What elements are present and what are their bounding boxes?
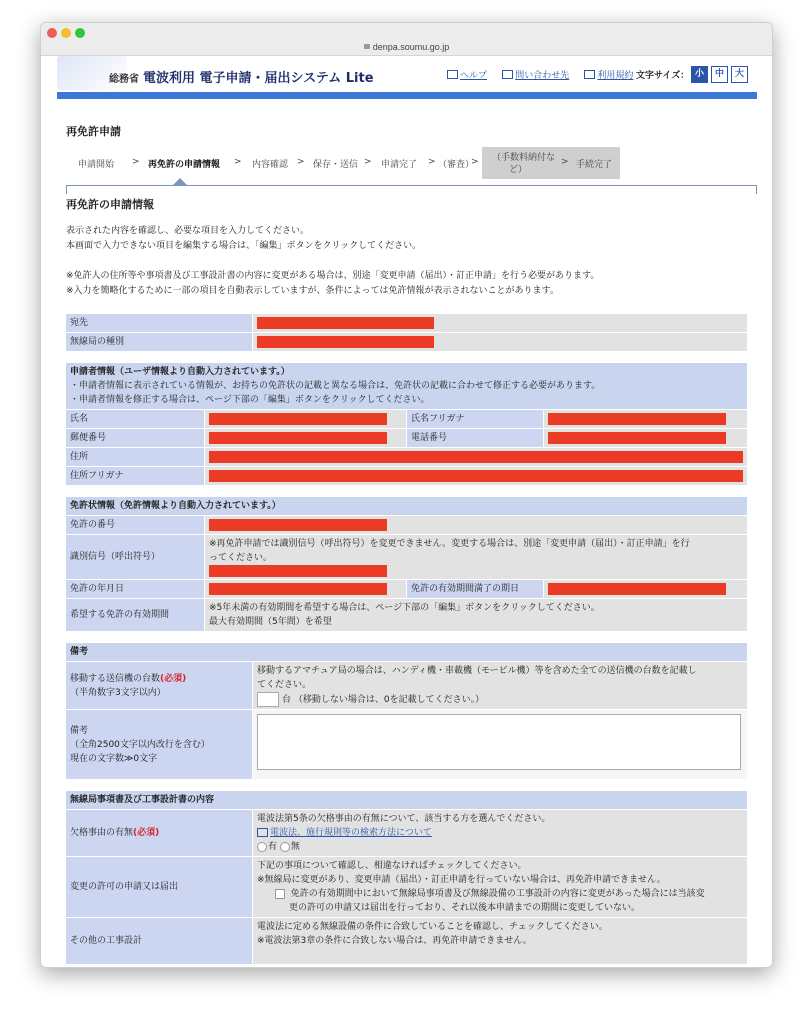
radio-yes-label: 有 — [268, 842, 278, 852]
step-confirm: 内容確認 — [252, 160, 289, 170]
change-confirm-text-cont: 更の許可の申請又は届出を行っており、それ以後本申請までの期間に変更していない。 — [289, 903, 641, 913]
expiry-value — [544, 580, 747, 598]
search-method-link[interactable] — [257, 828, 432, 838]
minimize-window-button[interactable] — [61, 28, 71, 38]
radio-yes[interactable] — [257, 842, 267, 852]
terms-link-label: 利用規約 — [597, 71, 634, 81]
license-table — [65, 496, 748, 632]
page-content — [57, 56, 757, 965]
url-text: denpa.soumu.go.jp — [372, 42, 450, 52]
table-row — [66, 516, 747, 534]
remarks-label-text: 備考 — [70, 725, 89, 736]
tx-count-label-text: 移動する送信機の台数 — [70, 673, 161, 684]
license-heading: 免許状情報（免許情報より自動入力されています。） — [66, 497, 747, 515]
step-current: 再免許の申請情報 — [148, 160, 221, 170]
current-step-marker — [173, 178, 187, 185]
redacted-value — [548, 413, 726, 425]
header-links — [447, 68, 645, 81]
intro-line: ※入力を簡略化するために一部の項目を自動表示していますが、条件によっては免許情報が表示されないことがあります。 — [66, 286, 559, 296]
redacted-value — [548, 583, 726, 595]
redacted-value — [209, 565, 387, 577]
step-separator: > — [364, 157, 372, 167]
table-row — [66, 918, 747, 964]
browser-window — [40, 22, 773, 968]
period-label: 希望する免許の有効期間 — [66, 599, 204, 631]
name-kana-value — [544, 410, 747, 428]
redacted-value — [209, 470, 743, 482]
remarks-count: 現在の文字数≫0文字 — [70, 753, 158, 764]
callsign-note-cont: ってください。 — [209, 553, 273, 563]
address-value — [205, 448, 747, 466]
disqualification-label — [66, 810, 252, 856]
design-heading: 無線局事項書及び工事設計書の内容 — [66, 791, 747, 809]
remarks-textarea[interactable] — [257, 714, 741, 770]
window-icon — [447, 70, 458, 79]
remarks-heading: 備考 — [66, 643, 747, 661]
design-table — [65, 790, 748, 965]
tx-count-sub: （半角数字3文字以内） — [70, 687, 166, 698]
redacted-value — [209, 413, 387, 425]
step-separator: > — [561, 157, 569, 167]
table-row — [66, 599, 747, 631]
destination-value — [253, 314, 747, 332]
step-fee: （手数料納付な — [492, 153, 556, 163]
required-badge: (必須) — [133, 828, 160, 838]
step-separator: > — [132, 157, 140, 167]
tx-count-input[interactable] — [257, 692, 279, 707]
period-text: 最大有効期間（5年間）を希望 — [209, 617, 332, 627]
remarks-cell — [253, 710, 747, 779]
table-row — [66, 448, 747, 466]
step-indicator-line — [66, 185, 757, 194]
license-number-label: 免許の番号 — [66, 516, 204, 534]
expiry-label: 免許の有効期間満了の期日 — [407, 580, 543, 598]
progress-steps — [66, 147, 757, 179]
disqualification-cell — [253, 810, 747, 856]
table-row — [66, 857, 747, 917]
other-design-warning: ※電波法第3章の条件に合致しない場合は、再免許申請できません。 — [257, 936, 532, 946]
step-finish: 手続完了 — [576, 160, 613, 170]
table-row — [66, 810, 747, 856]
step-fee-cont: ど） — [509, 165, 528, 175]
license-number-value — [205, 516, 747, 534]
table-row — [66, 535, 747, 579]
redacted-value — [209, 519, 387, 531]
intro-line: 本画面で入力できない項目を編集する場合は、「編集」ボタンをクリックしてください。 — [66, 241, 422, 251]
redacted-value — [257, 317, 434, 329]
close-window-button[interactable] — [47, 28, 57, 38]
name-value — [205, 410, 406, 428]
radio-no-label: 無 — [290, 842, 300, 852]
redacted-value — [209, 451, 743, 463]
table-row — [66, 580, 747, 598]
window-icon — [584, 70, 595, 79]
tx-count-label — [66, 662, 252, 709]
redacted-value — [209, 583, 387, 595]
period-note: ※5年未満の有効期間を希望する場合は、ページ下部の「編集」ボタンをクリックしてください。 — [209, 603, 600, 613]
font-size-label: 文字サイズ： — [636, 71, 690, 81]
table-row — [66, 497, 747, 515]
intro-line: 表示された内容を確認し、必要な項目を入力してください。 — [66, 226, 310, 236]
window-icon — [257, 828, 268, 837]
destination-label: 宛先 — [66, 314, 252, 332]
step-save-send: 保存・送信 — [313, 160, 359, 170]
other-design-label: その他の工事設計 — [66, 918, 252, 964]
ministry-label: 総務省 — [109, 74, 139, 85]
table-row — [66, 333, 747, 351]
station-type-value — [253, 333, 747, 351]
help-link[interactable] — [447, 71, 487, 81]
period-value — [205, 599, 747, 631]
redacted-value — [257, 336, 434, 348]
callsign-value — [205, 535, 747, 579]
change-permit-label: 変更の許可の申請又は届出 — [66, 857, 252, 917]
table-row — [66, 710, 747, 779]
intro-text — [66, 224, 757, 299]
terms-link[interactable] — [584, 71, 633, 81]
redacted-value — [548, 432, 726, 444]
table-row — [66, 429, 747, 447]
table-row — [66, 643, 747, 661]
section-title: 再免許の申請情報 — [66, 198, 154, 211]
step-separator: > — [471, 157, 479, 167]
postal-label: 郵便番号 — [66, 429, 204, 447]
applicant-note: ・申請者情報に表示されている情報が、お持ちの免許状の記載と異なる場合は、免許状の記載に合わせて修正する必要があります。 — [70, 381, 601, 391]
step-separator: > — [297, 157, 305, 167]
page-title: 再免許申請 — [66, 125, 121, 138]
step-separator: > — [428, 157, 436, 167]
remarks-label — [66, 710, 252, 779]
license-date-label: 免許の年月日 — [66, 580, 204, 598]
change-note: 下記の事項について確認し、相違なければチェックしてください。 — [257, 861, 527, 871]
title-bar — [41, 23, 772, 56]
table-row — [66, 314, 747, 332]
basic-info-table — [65, 313, 748, 352]
search-method-link-label: 電波法、施行規則等の検索方法について — [270, 828, 432, 838]
disqualification-label-text: 欠格事由の有無 — [70, 828, 134, 838]
name-label: 氏名 — [66, 410, 204, 428]
table-row — [66, 467, 747, 485]
license-date-value — [205, 580, 406, 598]
lock-icon — [364, 44, 370, 49]
phone-value — [544, 429, 747, 447]
step-separator: > — [234, 157, 242, 167]
header-accent-bar — [57, 92, 757, 99]
redacted-value — [209, 432, 387, 444]
step-complete: 申請完了 — [381, 160, 418, 170]
help-link-label: ヘルプ — [460, 71, 488, 81]
table-row — [66, 363, 747, 409]
applicant-heading — [66, 363, 747, 409]
step-start: 申請開始 — [78, 160, 115, 170]
callsign-note: ※再免許申請では識別信号（呼出符号）を変更できません。変更する場合は、別途「変更申請（届出）・訂正申請」を行 — [209, 539, 690, 549]
name-kana-label: 氏名フリガナ — [407, 410, 543, 428]
address-kana-label: 住所フリガナ — [66, 467, 204, 485]
applicant-heading-text: 申請者情報（ユーザ情報より自動入力されています。） — [70, 367, 290, 377]
system-name: 電波利用 電子申請・届出システム Lite — [143, 71, 374, 86]
step-review: （審査） — [438, 160, 475, 170]
table-row — [66, 410, 747, 428]
station-type-label: 無線局の種別 — [66, 333, 252, 351]
phone-label: 電話番号 — [407, 429, 543, 447]
contact-link[interactable] — [502, 71, 569, 81]
applicant-table — [65, 362, 748, 486]
table-row — [66, 662, 747, 709]
address-kana-value — [205, 467, 747, 485]
change-confirm-checkbox[interactable] — [275, 889, 285, 899]
tx-count-cell — [253, 662, 747, 709]
other-design-cell — [253, 918, 747, 964]
window-icon — [502, 70, 513, 79]
tx-count-note-cont: てください。 — [257, 680, 312, 690]
font-size-medium-button[interactable]: 中 — [711, 66, 728, 83]
postal-value — [205, 429, 406, 447]
applicant-note: ・申請者情報を修正する場合は、ページ下部の「編集」ボタンをクリックしてください。 — [70, 395, 430, 405]
address-label: 住所 — [66, 448, 204, 466]
address-bar[interactable] — [41, 42, 772, 52]
disqualification-note: 電波法第5条の欠格事由の有無について、該当する方を選んでください。 — [257, 814, 551, 824]
tx-count-unit: 台 （移動しない場合は、0を記載してください。） — [282, 695, 485, 705]
required-badge: (必須) — [160, 673, 187, 684]
tx-count-note: 移動するアマチュア局の場合は、ハンディ機・車載機（モービル機）等を含めた全ての送信機の台数を記載し — [257, 666, 697, 676]
remarks-sub: （全角2500文字以内改行を含む） — [70, 739, 210, 750]
remarks-table — [65, 642, 748, 780]
change-confirm-text: 免許の有効期間中において無線局事項書及び無線設備の工事設計の内容に変更があった場合には当該変 — [290, 889, 705, 899]
font-size-large-button[interactable]: 大 — [731, 66, 748, 83]
site-header — [57, 56, 757, 90]
contact-link-label: 問い合わせ先 — [515, 71, 570, 81]
intro-line: ※免許人の住所等や事項書及び工事設計書の内容に変更がある場合は、別途「変更申請（届出）・訂正申請」を行う必要があります。 — [66, 271, 600, 281]
change-permit-cell — [253, 857, 747, 917]
table-row — [66, 791, 747, 809]
font-size-small-button[interactable]: 小 — [691, 66, 708, 83]
site-title[interactable] — [109, 67, 374, 86]
zoom-window-button[interactable] — [75, 28, 85, 38]
change-note-warning: ※無線局に変更があり、変更申請（届出）・訂正申請を行っていない場合は、再免許申請できません。 — [257, 875, 666, 885]
other-design-note: 電波法に定める無線設備の条件に合致していることを確認し、チェックしてください。 — [257, 922, 608, 932]
callsign-label: 識別信号（呼出符号） — [66, 535, 204, 579]
radio-no[interactable] — [280, 842, 290, 852]
